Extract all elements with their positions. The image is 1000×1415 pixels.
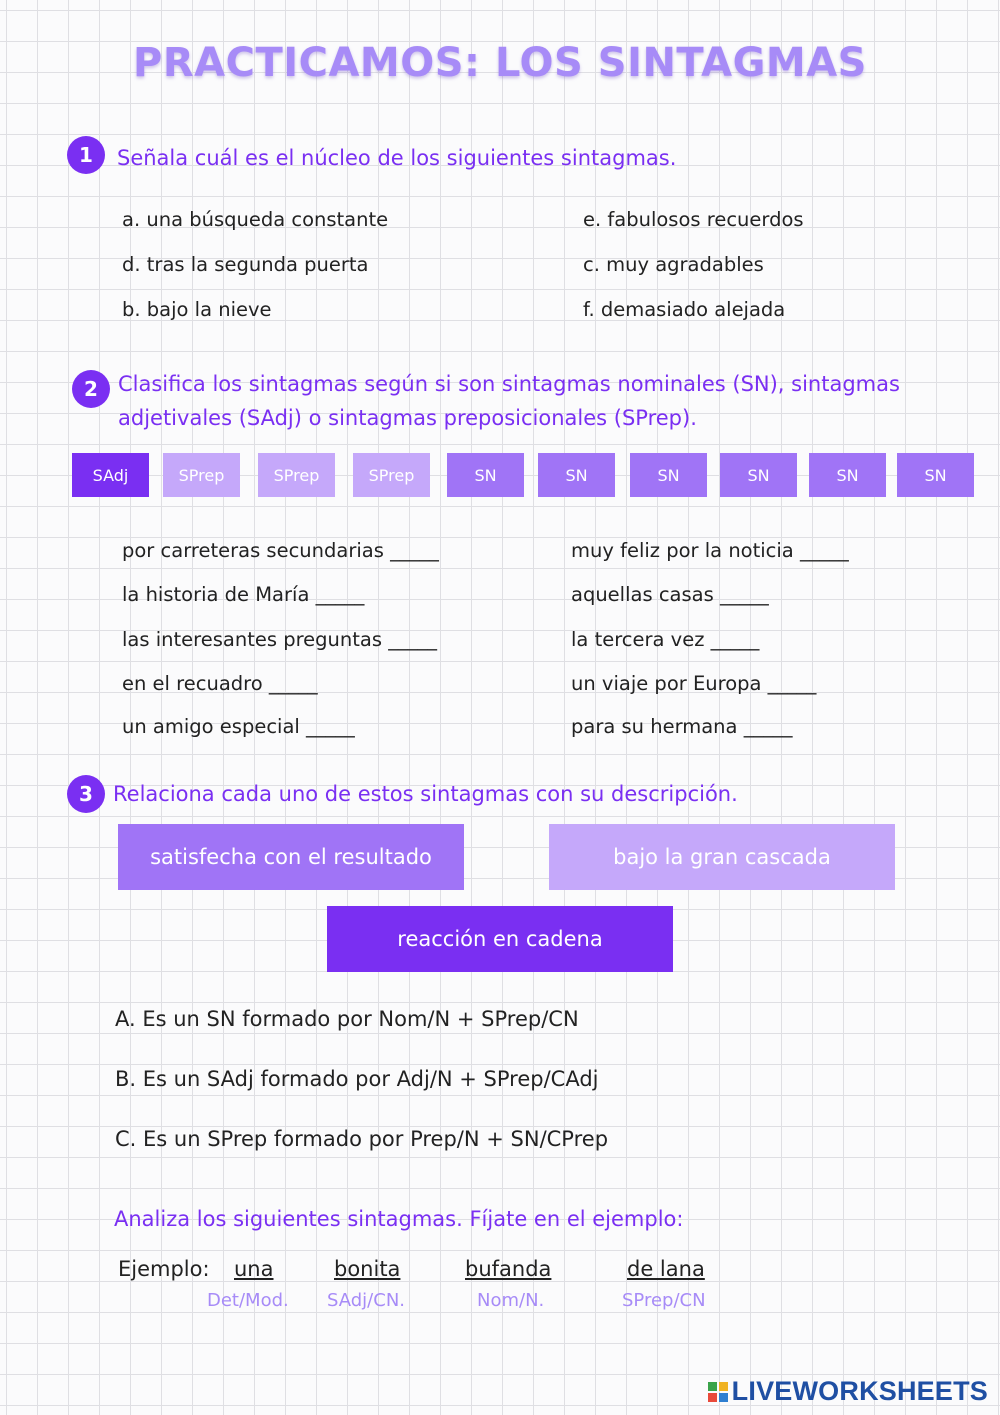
example-word: de lana bbox=[627, 1257, 705, 1281]
section-3-number: 3 bbox=[67, 775, 105, 813]
list-item: la tercera vez _____ bbox=[571, 628, 760, 651]
page-title: PRACTICAMOS: LOS SINTAGMAS bbox=[133, 40, 867, 86]
draggable-tag-sprep[interactable]: SPrep bbox=[163, 453, 240, 497]
example-function: SAdj/CN. bbox=[327, 1290, 406, 1311]
list-item: muy feliz por la noticia _____ bbox=[571, 539, 849, 562]
example-label: Ejemplo: bbox=[118, 1257, 210, 1281]
list-item: en el recuadro _____ bbox=[122, 672, 318, 695]
draggable-tag-sn[interactable]: SN bbox=[630, 453, 707, 497]
draggable-tag-sn[interactable]: SN bbox=[447, 453, 524, 497]
example-function: SPrep/CN bbox=[622, 1290, 706, 1311]
example-word: bufanda bbox=[465, 1257, 552, 1281]
section-2-instruction-line-2: adjetivales (SAdj) o sintagmas preposicionales (SPrep). bbox=[118, 406, 697, 430]
draggable-tag-sadj[interactable]: SAdj bbox=[72, 453, 149, 497]
description-b: B. Es un SAdj formado por Adj/N + SPrep/CAdj bbox=[115, 1067, 599, 1091]
section-3-instruction: Relaciona cada uno de estos sintagmas con su descripción. bbox=[113, 782, 738, 806]
list-item: f. demasiado alejada bbox=[583, 298, 786, 321]
list-item: un amigo especial _____ bbox=[122, 715, 355, 738]
section-1-number: 1 bbox=[67, 136, 105, 174]
list-item: c. muy agradables bbox=[583, 253, 764, 276]
draggable-tag-sn[interactable]: SN bbox=[720, 453, 797, 497]
logo-mark-icon bbox=[708, 1382, 728, 1402]
section-1-instruction: Señala cuál es el núcleo de los siguientes sintagmas. bbox=[117, 146, 677, 170]
section-2-number: 2 bbox=[72, 370, 110, 408]
draggable-box[interactable]: bajo la gran cascada bbox=[549, 824, 895, 890]
draggable-tag-sn[interactable]: SN bbox=[538, 453, 615, 497]
section-4-instruction: Analiza los siguientes sintagmas. Fíjate en el ejemplo: bbox=[114, 1207, 684, 1231]
draggable-tag-sn[interactable]: SN bbox=[897, 453, 974, 497]
list-item: d. tras la segunda puerta bbox=[122, 253, 369, 276]
liveworksheets-logo bbox=[708, 1376, 988, 1407]
example-word: una bbox=[234, 1257, 274, 1281]
description-c: C. Es un SPrep formado por Prep/N + SN/CPrep bbox=[115, 1127, 609, 1151]
draggable-tag-sprep[interactable]: SPrep bbox=[258, 453, 335, 497]
example-function: Nom/N. bbox=[477, 1290, 545, 1311]
draggable-box[interactable]: satisfecha con el resultado bbox=[118, 824, 464, 890]
list-item: las interesantes preguntas _____ bbox=[122, 628, 437, 651]
draggable-box[interactable]: reacción en cadena bbox=[327, 906, 673, 972]
list-item: por carreteras secundarias _____ bbox=[122, 539, 439, 562]
list-item: un viaje por Europa _____ bbox=[571, 672, 817, 695]
list-item: b. bajo la nieve bbox=[122, 298, 272, 321]
description-a: A. Es un SN formado por Nom/N + SPrep/CN bbox=[115, 1007, 579, 1031]
list-item: para su hermana _____ bbox=[571, 715, 793, 738]
list-item: aquellas casas _____ bbox=[571, 583, 769, 606]
list-item: e. fabulosos recuerdos bbox=[583, 208, 804, 231]
example-function: Det/Mod. bbox=[207, 1290, 289, 1311]
draggable-tag-sn[interactable]: SN bbox=[809, 453, 886, 497]
section-2-instruction-line-1: Clasifica los sintagmas según si son sintagmas nominales (SN), sintagmas bbox=[118, 372, 900, 396]
example-word: bonita bbox=[334, 1257, 401, 1281]
list-item: a. una búsqueda constante bbox=[122, 208, 389, 231]
draggable-tag-sprep[interactable]: SPrep bbox=[353, 453, 430, 497]
list-item: la historia de María _____ bbox=[122, 583, 365, 606]
logo-text: LIVEWORKSHEETS bbox=[731, 1376, 988, 1406]
